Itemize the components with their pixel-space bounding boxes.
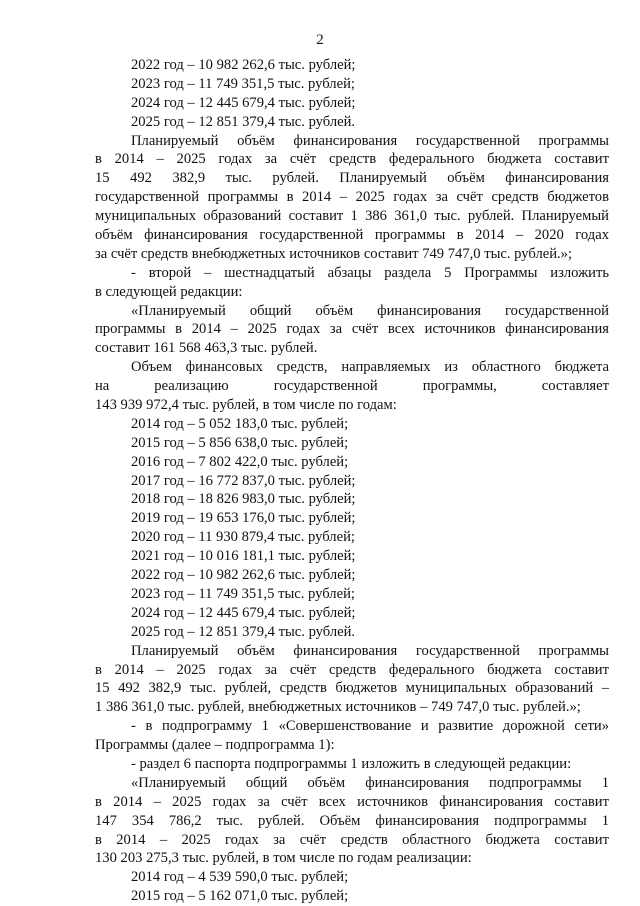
paragraph-line: 15 492 382,9 тыс. рублей, средств бюджетов муниципальных образований – — [95, 680, 609, 697]
year-line: 2018 год – 18 826 983,0 тыс. рублей; — [131, 491, 356, 508]
year-line: 2023 год – 11 749 351,5 тыс. рублей; — [131, 75, 355, 92]
paragraph-line: за счёт средств внебюджетных источников составит 749 747,0 тыс. рублей.»; — [95, 245, 573, 262]
page-number: 2 — [316, 32, 324, 48]
year-line: 2023 год – 11 749 351,5 тыс. рублей; — [131, 585, 355, 602]
paragraph-line: - в подпрограмму 1 «Совершенствование и развитие дорожной сети» — [131, 718, 609, 735]
paragraph-line: программы в 2014 – 2025 годах за счёт всех источников финансирования — [95, 321, 609, 338]
paragraph-line: 147 354 786,2 тыс. рублей. Объём финансирования подпрограммы 1 — [95, 812, 609, 829]
year-line: 2015 год – 5 162 071,0 тыс. рублей; — [131, 888, 349, 905]
paragraph-line: в 2014 – 2025 годах за счёт средств федерального бюджета составит — [95, 151, 609, 168]
year-line: 2014 год – 4 539 590,0 тыс. рублей; — [131, 869, 349, 886]
year-line: 2025 год – 12 851 379,4 тыс. рублей. — [131, 113, 356, 130]
year-line: 2022 год – 10 982 262,6 тыс. рублей; — [131, 567, 356, 584]
paragraph-line: Объем финансовых средств, направляемых из областного бюджета — [131, 359, 609, 376]
paragraph-line: в 2014 – 2025 годах за счёт всех источников финансирования составит — [95, 793, 609, 810]
document-body — [95, 56, 609, 906]
year-line: 2024 год – 12 445 679,4 тыс. рублей; — [131, 604, 356, 621]
paragraph-line: 1 386 361,0 тыс. рублей, внебюджетных источников – 749 747,0 тыс. рублей.»; — [95, 699, 581, 716]
paragraph-line: - раздел 6 паспорта подпрограммы 1 изложить в следующей редакции: — [131, 755, 572, 772]
year-line: 2024 год – 12 445 679,4 тыс. рублей; — [131, 94, 356, 111]
paragraph-line: Планируемый объём финансирования государственной программы — [131, 642, 609, 659]
year-line: 2019 год – 19 653 176,0 тыс. рублей; — [131, 510, 356, 527]
paragraph-line: государственной программы в 2014 – 2025 годах за счёт средств бюджетов — [95, 189, 609, 206]
paragraph-line: на реализацию государственной программы, составляет — [95, 378, 609, 395]
paragraph-line: «Планируемый общий объём финансирования подпрограммы 1 — [131, 774, 609, 791]
paragraph-line: в 2014 – 2025 годах за счёт средств областного бюджета составит — [95, 831, 609, 848]
year-line: 2022 год – 10 982 262,6 тыс. рублей; — [131, 57, 356, 73]
paragraph-line: 130 203 275,3 тыс. рублей, в том числе по годам реализации: — [95, 850, 472, 867]
paragraph-line: 15 492 382,9 тыс. рублей. Планируемый объём финансирования — [95, 170, 609, 187]
paragraph-line: Планируемый объём финансирования государственной программы — [131, 132, 609, 149]
paragraph-line: в 2014 – 2025 годах за счёт средств федерального бюджета составит — [95, 661, 609, 678]
paragraph-line: объём финансирования государственной программы в 2014 – 2020 годах — [95, 227, 609, 244]
paragraph-line: «Планируемый общий объём финансирования государственной — [131, 302, 609, 319]
paragraph-line: муниципальных образований составит 1 386 361,0 тыс. рублей. Планируемый — [95, 208, 609, 225]
year-line: 2016 год – 7 802 422,0 тыс. рублей; — [131, 453, 349, 470]
year-line: 2020 год – 11 930 879,4 тыс. рублей; — [131, 529, 355, 546]
paragraph-line: Программы (далее – подпрограмма 1): — [95, 737, 335, 754]
year-line: 2017 год – 16 772 837,0 тыс. рублей; — [131, 472, 356, 489]
year-line: 2025 год – 12 851 379,4 тыс. рублей. — [131, 623, 356, 640]
year-line: 2014 год – 5 052 183,0 тыс. рублей; — [131, 415, 349, 432]
year-line: 2021 год – 10 016 181,1 тыс. рублей; — [131, 548, 356, 565]
paragraph-line: - второй – шестнадцатый абзацы раздела 5 Программы изложить — [131, 264, 609, 281]
paragraph-line: составит 161 568 463,3 тыс. рублей. — [95, 340, 318, 357]
paragraph-line: 143 939 972,4 тыс. рублей, в том числе по годам: — [95, 397, 397, 414]
year-line: 2015 год – 5 856 638,0 тыс. рублей; — [131, 434, 349, 451]
paragraph-line: в следующей редакции: — [95, 283, 243, 300]
